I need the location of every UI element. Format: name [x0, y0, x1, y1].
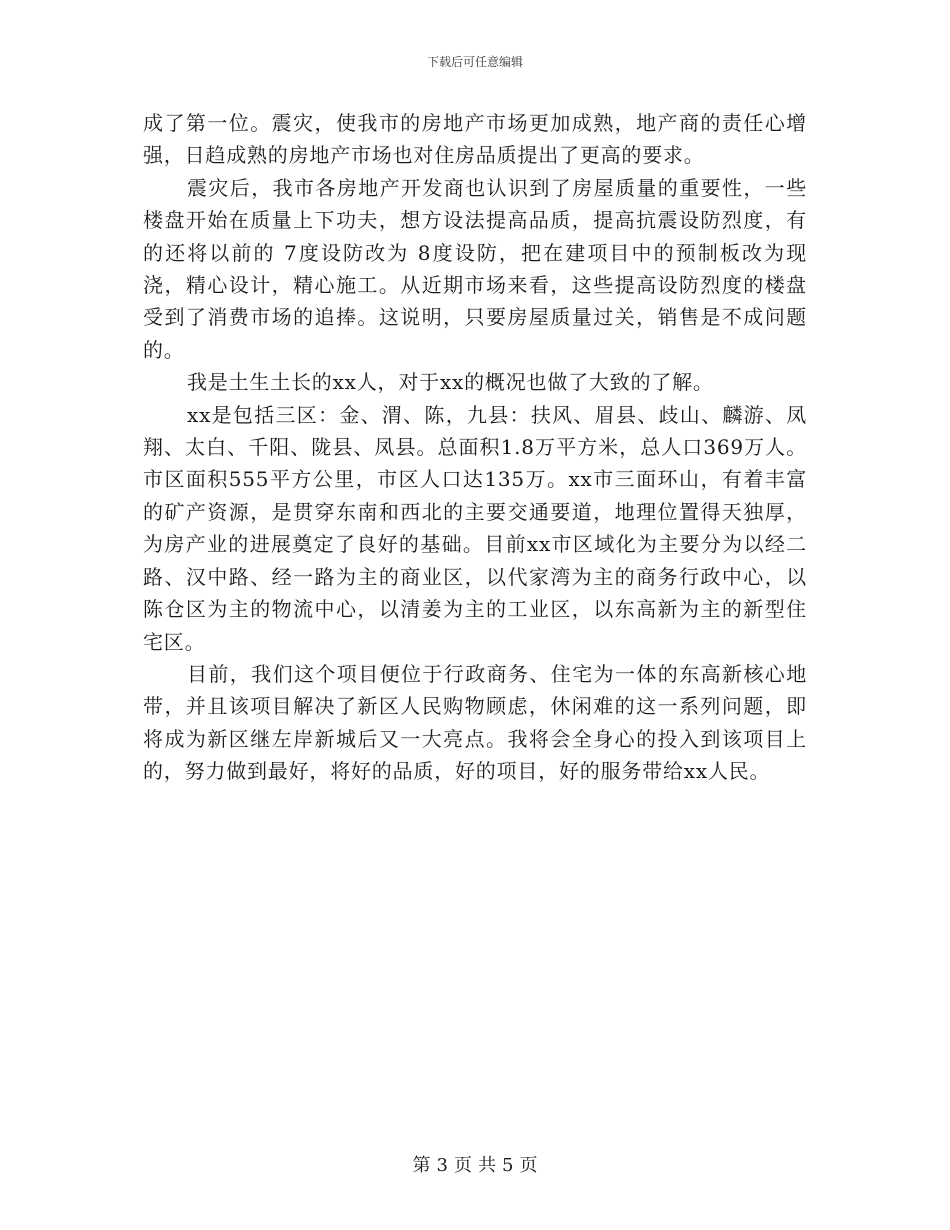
- page-label-mid: 页: [454, 1155, 472, 1176]
- page-label-prefix: 第: [412, 1155, 431, 1176]
- header-note: 下载后可任意编辑: [426, 55, 523, 69]
- current-page-number: 3: [436, 1155, 448, 1176]
- total-pages-number: 5: [502, 1155, 514, 1176]
- paragraph-3: 我是土生土长的xx人，对于xx的概况也做了大致的了解。: [187, 370, 714, 395]
- paragraph-1: 成了第一位。震灾，使我市的房地产市场更加成熟，地产商的责任心增强，日趋成熟的房地产市场也对住房品质提出了更高的要求。: [143, 111, 807, 168]
- document-body: [143, 107, 807, 788]
- page-label-suffix: 页: [519, 1155, 538, 1176]
- paragraph-5: 目前，我们这个项目便位于行政商务、住宅为一体的东高新核心地带，并且该项目解决了新区人民购物顾虑，休闲难的这一系列问题，即将成为新区继左岸新城后又一大亮点。我将会全身心的投入到该项目上的，努力做到最好，将好的品质，好的项目，好的服务带给xx人民。: [143, 661, 807, 784]
- page-number-footer: [0, 1154, 950, 1178]
- paragraph-2: 震灾后，我市各房地产开发商也认识到了房屋质量的重要性，一些楼盘开始在质量上下功夫，想方设法提高品质，提高抗震设防烈度，有的还将以前的 7度设防改为 8度设防，把在建项目中的预制板改为现浇，精心设计，精心施工。从近期市场来看，这些提高设防烈度的楼盘受到了消费市场的追捧。这说明，只要房屋质量过关，销售是不成问题的。: [143, 175, 807, 362]
- paragraph-4: xx是包括三区：金、渭、陈，九县：扶风、眉县、歧山、麟游、凤翔、太白、千阳、陇县、凤县。总面积1.8万平方米，总人口369万人。市区面积555平方公里，市区人口达135万。xx市三面环山，有着丰富的矿产资源，是贯穿东南和西北的主要交通要道，地理位置得天独厚，为房产业的进展奠定了良好的基础。目前xx市区域化为主要分为以经二路、汉中路、经一路为主的商业区，以代家湾为主的商务行政中心，以陈仓区为主的物流中心，以清姜为主的工业区，以东高新为主的新型住宅区。: [143, 402, 807, 654]
- total-label: 共: [478, 1155, 496, 1176]
